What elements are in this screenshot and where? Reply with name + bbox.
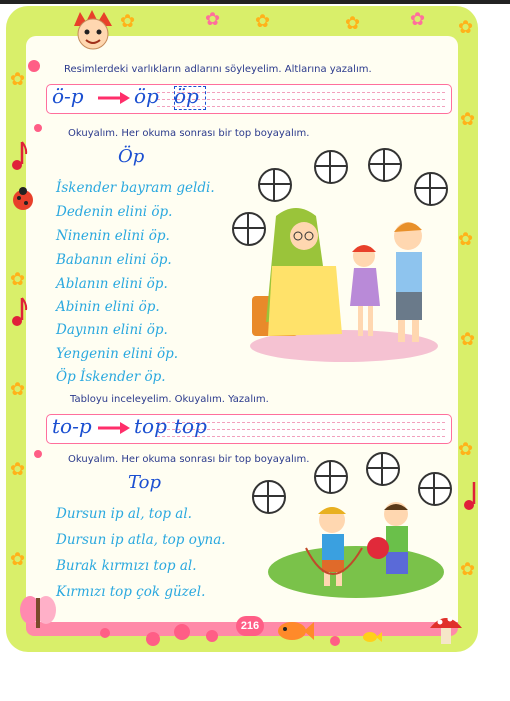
flower-icon: ✿: [345, 13, 361, 33]
page-number: 216: [236, 616, 264, 636]
flower-icon: ✿: [458, 17, 474, 37]
flower-icon: ✿: [458, 439, 474, 459]
decor-dot: [206, 630, 218, 642]
bullet-dot: [34, 450, 42, 458]
ball-to-color[interactable]: [366, 452, 400, 486]
bullet-dot: [34, 124, 42, 132]
mushroom-icon: [428, 610, 464, 646]
trace-frame: [174, 86, 206, 110]
poem-line: Dursun ip al, top al.: [56, 506, 192, 522]
poem-line: Babanın elini öp.: [56, 252, 172, 268]
syllable-op: ö-p: [52, 84, 84, 108]
flower-icon: ✿: [10, 269, 26, 289]
kids-playing-illustration: [266, 492, 446, 600]
scan-top-edge: [0, 0, 510, 4]
poem-line: Burak kırmızı top al.: [56, 558, 197, 574]
reading1-instruction: Okuyalım. Her okuma sonrası bir top boyayalım.: [68, 128, 310, 139]
poem-line: Dursun ip atla, top oyna.: [56, 532, 226, 548]
ladybug-icon: [10, 186, 36, 212]
flower-icon: ✿: [10, 459, 26, 479]
poem-line: Dedenin elini öp.: [56, 204, 173, 220]
word-top: top: [134, 414, 167, 438]
flower-icon: ✿: [410, 9, 426, 29]
flower-icon: ✿: [10, 379, 26, 399]
poem-line: Dayının elini öp.: [56, 322, 168, 338]
poem-line: Kırmızı top çok güzel.: [56, 584, 206, 600]
fish-icon: [276, 618, 316, 644]
traced-word-top[interactable]: top: [174, 414, 207, 438]
decor-dot: [146, 632, 160, 646]
decor-dot: [174, 624, 190, 640]
decor-dot: [100, 628, 110, 638]
traced-word-op[interactable]: öp: [174, 84, 199, 108]
flower-icon: ✿: [10, 69, 26, 89]
music-note-icon: [8, 296, 28, 330]
arrow-right-icon: [96, 90, 132, 106]
flower-icon: ✿: [460, 329, 476, 349]
poem-line: Öp İskender öp.: [56, 369, 166, 385]
arrow-right-icon: [96, 420, 132, 436]
flower-icon: ✿: [460, 109, 476, 129]
flower-icon: ✿: [120, 11, 136, 31]
poem-line: Ninenin elini öp.: [56, 228, 170, 244]
fish-icon: [362, 630, 382, 644]
flower-icon: ✿: [458, 229, 474, 249]
ball-to-color[interactable]: [314, 460, 348, 494]
reading1-title: Öp: [118, 146, 145, 167]
bullet-dot: [28, 60, 40, 72]
flower-icon: ✿: [460, 559, 476, 579]
butterfly-icon: [18, 592, 58, 636]
grandmother-kids-illustration: [246, 196, 442, 364]
section2-instruction: Tabloyu inceleyelim. Okuyalım. Yazalım.: [70, 394, 269, 405]
reading2-title: Top: [128, 472, 161, 493]
child-face-icon: [70, 8, 116, 52]
poem-line: Abinin elini öp.: [56, 299, 160, 315]
word-op: öp: [134, 84, 159, 108]
poem-line: Yengenin elini öp.: [56, 346, 179, 362]
music-note-icon: [8, 140, 28, 174]
reading2-instruction: Okuyalım. Her okuma sonrası bir top boyayalım.: [68, 454, 310, 465]
syllable-top: to-p: [52, 414, 92, 438]
flower-icon: ✿: [255, 11, 271, 31]
poem-line: İskender bayram geldi.: [56, 180, 215, 196]
flower-icon: ✿: [205, 9, 221, 29]
section1-instruction: Resimlerdeki varlıkların adlarını söyleyelim. Altlarına yazalım.: [64, 64, 372, 75]
poem-line: Ablanın elini öp.: [56, 276, 168, 292]
ball-to-color[interactable]: [368, 148, 402, 182]
ball-to-color[interactable]: [314, 150, 348, 184]
decor-dot: [330, 636, 340, 646]
flower-icon: ✿: [10, 549, 26, 569]
music-note-icon: [460, 480, 480, 514]
